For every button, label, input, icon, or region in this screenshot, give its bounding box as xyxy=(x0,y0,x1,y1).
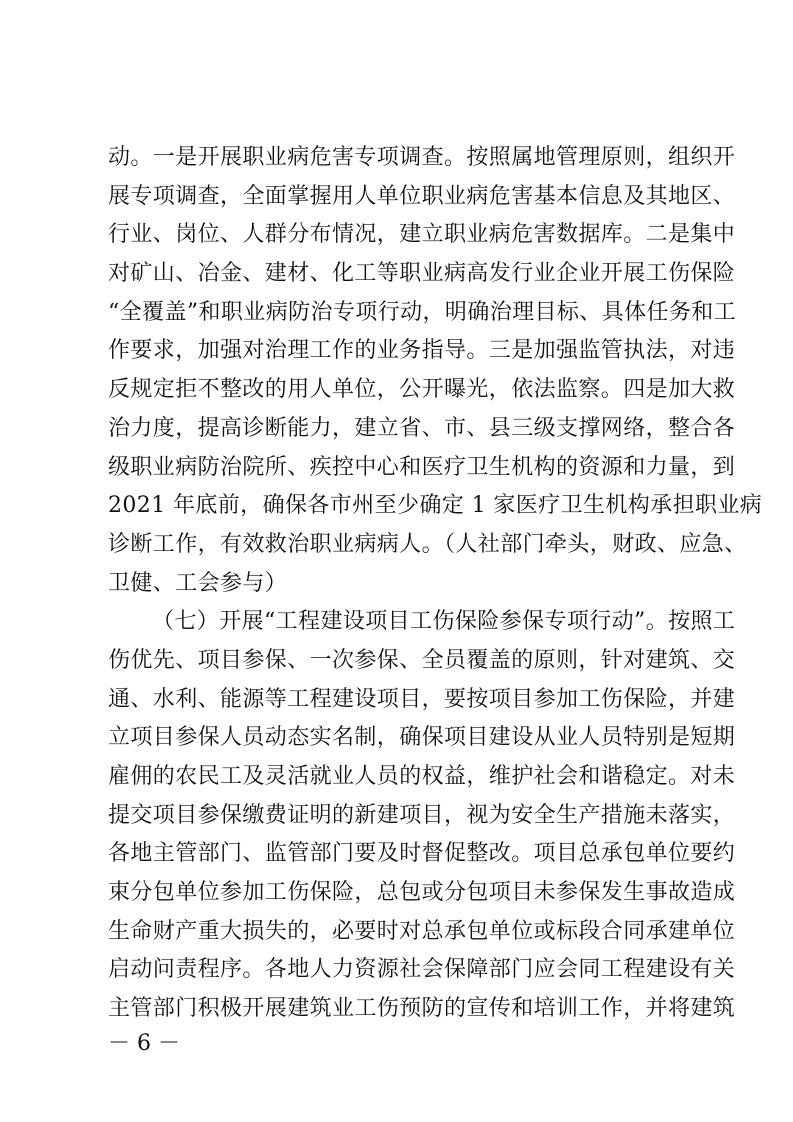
text-line: 束分包单位参加工伤保险，总包或分包项目未参保发生事故造成 xyxy=(108,880,736,906)
text-line: 展专项调查，全面掌握用人单位职业病危害基本信息及其地区、 xyxy=(108,183,736,209)
text-line: 行业、岗位、人群分布情况，建立职业病危害数据库。二是集中 xyxy=(108,222,736,248)
text-line: 通、水利、能源等工程建设项目，要按项目参加工伤保险，并建 xyxy=(108,686,736,712)
text-line: 启动问责程序。各地人力资源社会保障部门应会同工程建设有关 xyxy=(108,957,736,983)
text-line: 各地主管部门、监管部门要及时督促整改。项目总承包单位要约 xyxy=(108,841,736,867)
page-number: － 6 － xyxy=(108,1031,180,1056)
text-line: 立项目参保人员动态实名制，确保项目建设从业人员特别是短期 xyxy=(108,725,736,751)
text-line: 雇佣的农民工及灵活就业人员的权益，维护社会和谐稳定。对未 xyxy=(108,764,736,789)
text-line: 动。一是开展职业病危害专项调查。按照属地管理原则，组织开 xyxy=(108,145,736,170)
body-text xyxy=(108,139,763,1029)
text-line: 反规定拒不整改的用人单位，公开曝光，依法监察。四是加大救 xyxy=(108,377,736,403)
text-line: 伤优先、项目参保、一次参保、全员覆盖的原则，针对建筑、交 xyxy=(108,647,736,673)
text-line: 对矿山、冶金、建材、化工等职业病高发行业企业开展工伤保险 xyxy=(108,261,736,287)
text-line: “全覆盖”和职业病防治专项行动，明确治理目标、具体任务和工 xyxy=(108,299,737,325)
section-heading-line: （七）开展“工程建设项目工伤保险参保专项行动”。按照工 xyxy=(152,609,736,635)
text-line: 作要求，加强对治理工作的业务指导。三是加强监管执法，对违 xyxy=(108,338,736,364)
text-line: 生命财产重大损失的，必要时对总承包单位或标段合同承建单位 xyxy=(108,918,736,944)
text-line: 诊断工作，有效救治职业病病人。（人社部门牵头，财政、应急、 xyxy=(108,531,747,557)
text-line: 卫健、工会参与） xyxy=(108,570,288,596)
text-line: 治力度，提高诊断能力，建立省、市、县三级支撑网络，整合各 xyxy=(108,415,736,441)
text-line: 提交项目参保缴费证明的新建项目，视为安全生产措施未落实， xyxy=(108,802,736,828)
text-line: 2021 年底前，确保各市州至少确定 1 家医疗卫生机构承担职业病 xyxy=(108,493,763,519)
text-line: 级职业病防治院所、疾控中心和医疗卫生机构的资源和力量，到 xyxy=(108,454,736,480)
text-line: 主管部门积极开展建筑业工伤预防的宣传和培训工作，并将建筑 xyxy=(108,996,736,1022)
